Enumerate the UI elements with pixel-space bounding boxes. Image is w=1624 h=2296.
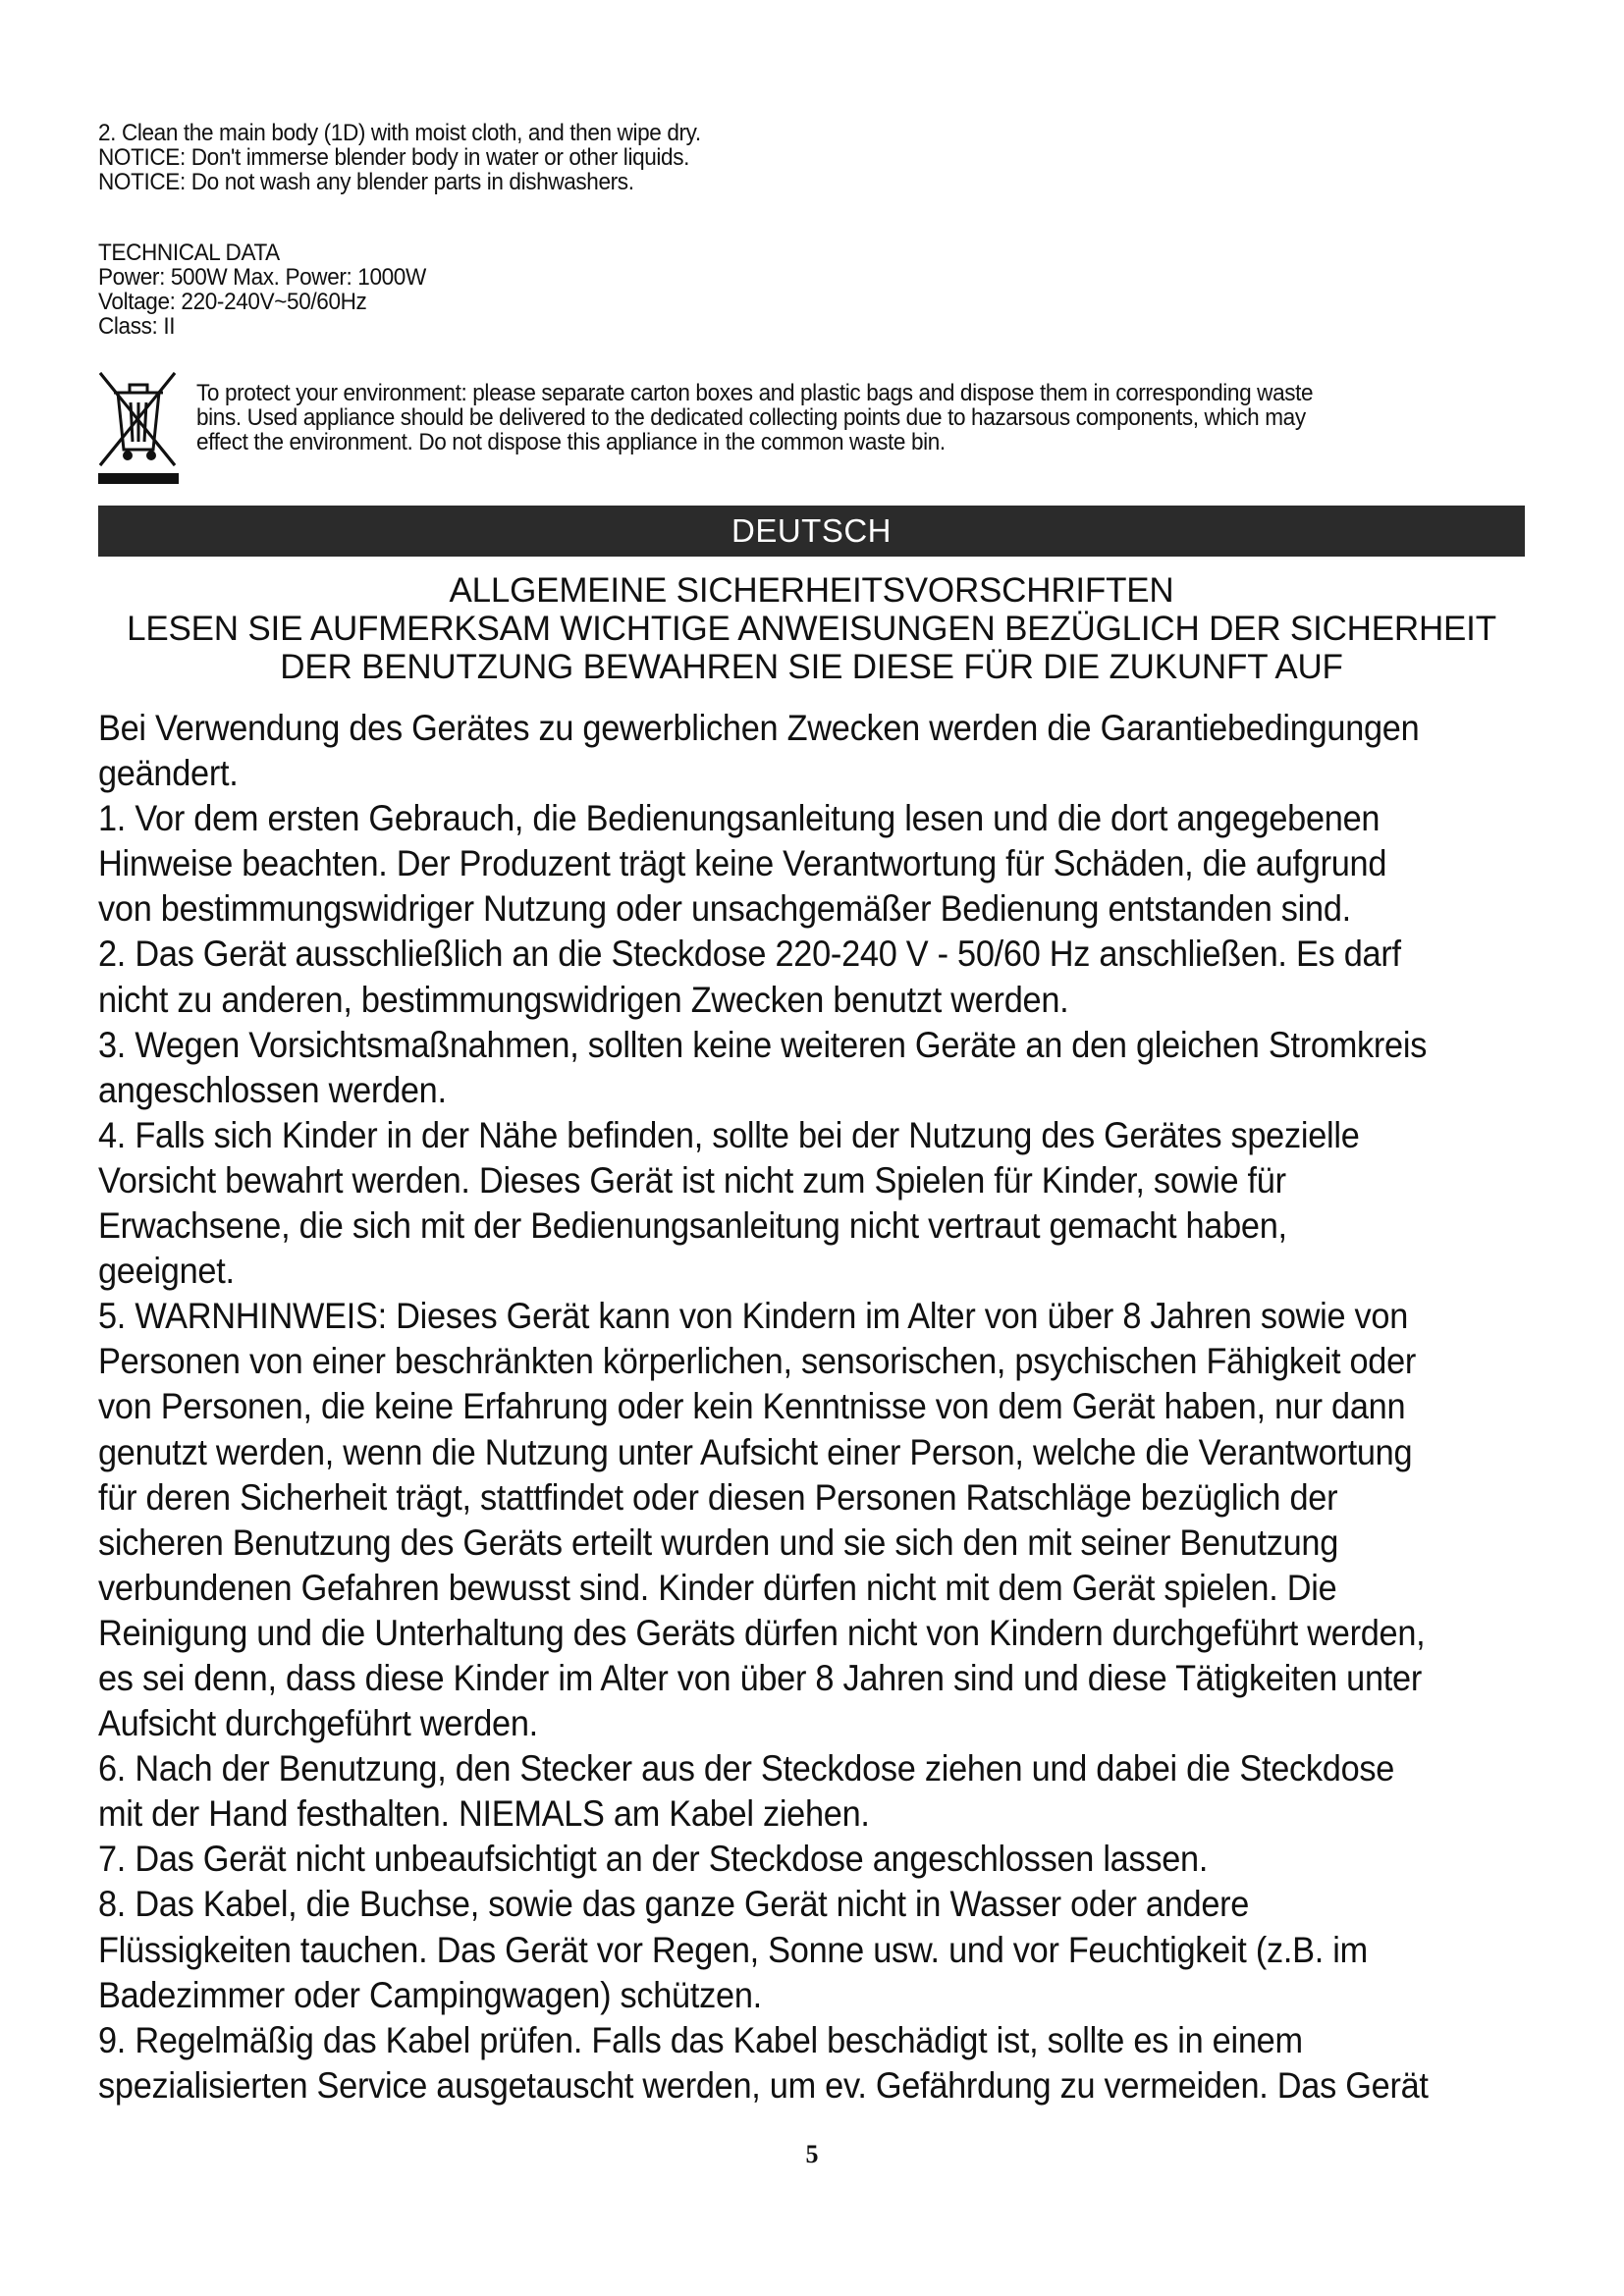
- class-spec: Class: II: [98, 313, 176, 340]
- instruction-line: 8. Das Kabel, die Buchse, sowie das ganze Gerät nicht in Wasser oder andere: [98, 1883, 1250, 1925]
- crossed-out-wheelie-bin-icon: [96, 371, 181, 487]
- instruction-line: nicht zu anderen, bestimmungswidrigen Zwecken benutzt werden.: [98, 978, 1069, 1020]
- page-number: 5: [805, 2140, 819, 2168]
- instruction-line: 3. Wegen Vorsichtsmaßnahmen, sollten keine weiteren Geräte an den gleichen Stromkreis: [98, 1023, 1428, 1065]
- language-section-bar: [98, 506, 1525, 557]
- instruction-line: es sei denn, dass diese Kinder im Alter von über 8 Jahren sind und diese Tätigkeiten unter: [98, 1656, 1423, 1698]
- clean-instruction: 2. Clean the main body (1D) with moist cloth, and then wipe dry.: [98, 120, 701, 146]
- instruction-line: Flüssigkeiten tauchen. Das Gerät vor Regen, Sonne usw. und vor Feuchtigkeit (z.B. im: [98, 1928, 1368, 1970]
- instruction-line: angeschlossen werden.: [98, 1068, 447, 1110]
- instruction-line: Badezimmer oder Campingwagen) schützen.: [98, 1973, 762, 2015]
- instruction-line: Erwachsene, die sich mit der Bedienungsanleitung nicht vertraut gemacht haben,: [98, 1204, 1287, 1247]
- instruction-line: Bei Verwendung des Gerätes zu gewerblichen Zwecken werden die Garantiebedingungen: [98, 707, 1420, 748]
- instruction-line: Reinigung und die Unterhaltung des Geräts dürfen nicht von Kindern durchgeführt werden,: [98, 1611, 1426, 1653]
- safety-heading-title: ALLGEMEINE SICHERHEITSVORSCHRIFTEN: [449, 571, 1174, 610]
- instruction-line: 5. WARNHINWEIS: Dieses Gerät kann von Kindern im Alter von über 8 Jahren sowie von: [98, 1295, 1409, 1337]
- instruction-line: verbundenen Gefahren bewusst sind. Kinder dürfen nicht mit dem Gerät spielen. Die: [98, 1566, 1337, 1608]
- instruction-line: mit der Hand festhalten. NIEMALS am Kabel ziehen.: [98, 1792, 870, 1835]
- instruction-line: sicheren Benutzung des Geräts erteilt wurden und sie sich den mit seiner Benutzung: [98, 1521, 1339, 1563]
- notice-dishwasher: NOTICE: Do not wash any blender parts in dishwashers.: [98, 169, 634, 195]
- cleaning-notes: [98, 121, 701, 194]
- instruction-line: spezialisierten Service ausgetauscht werden, um ev. Gefährdung zu vermeiden. Das Gerät: [98, 2063, 1429, 2106]
- instruction-line: 9. Regelmäßig das Kabel prüfen. Falls das Kabel beschädigt ist, sollte es in einem: [98, 2018, 1303, 2060]
- instruction-line: für deren Sicherheit trägt, stattfindet oder diesen Personen Ratschläge bezüglich der: [98, 1475, 1338, 1518]
- voltage-spec: Voltage: 220-240V~50/60Hz: [98, 289, 367, 315]
- instruction-line: Hinweise beachten. Der Produzent trägt keine Verantwortung für Schäden, die aufgrund: [98, 842, 1387, 884]
- instruction-line: 1. Vor dem ersten Gebrauch, die Bedienungsanleitung lesen und die dort angegebenen: [98, 797, 1380, 839]
- safety-headings: [98, 571, 1525, 686]
- environment-line: bins. Used appliance should be delivered to the dedicated collecting points due to hazarsous components, which may: [196, 404, 1306, 431]
- instruction-line: 7. Das Gerät nicht unbeaufsichtigt an der Steckdose angeschlossen lassen.: [98, 1838, 1209, 1880]
- instruction-line: Vorsicht bewahrt werden. Dieses Gerät ist nicht zum Spielen für Kinder, sowie für: [98, 1158, 1286, 1201]
- instruction-line: 6. Nach der Benutzung, den Stecker aus der Steckdose ziehen und dabei die Steckdose: [98, 1747, 1395, 1789]
- instruction-line: Personen von einer beschränkten körperlichen, sensorischen, psychischen Fähigkeit oder: [98, 1340, 1417, 1382]
- environment-line: effect the environment. Do not dispose this appliance in the common waste bin.: [196, 429, 946, 455]
- environment-line: To protect your environment: please separate carton boxes and plastic bags and dispose them in corresponding waste: [196, 380, 1314, 406]
- power-spec: Power: 500W Max. Power: 1000W: [98, 264, 426, 291]
- instruction-line: Aufsicht durchgeführt werden.: [98, 1702, 538, 1744]
- technical-data: [98, 240, 426, 339]
- safety-instructions: [98, 705, 1429, 2108]
- technical-data-title: TECHNICAL DATA: [98, 240, 280, 266]
- instruction-line: von bestimmungswidriger Nutzung oder unsachgemäßer Bedienung entstanden sind.: [98, 887, 1351, 930]
- safety-heading-line: LESEN SIE AUFMERKSAM WICHTIGE ANWEISUNGEN BEZÜGLICH DER SICHERHEIT: [127, 610, 1496, 648]
- instruction-line: geeignet.: [98, 1250, 235, 1292]
- instruction-line: 2. Das Gerät ausschließlich an die Steckdose 220-240 V - 50/60 Hz anschließen. Es darf: [98, 933, 1401, 975]
- instruction-line: geändert.: [98, 752, 239, 794]
- environment-notice: [196, 381, 1313, 454]
- instruction-line: von Personen, die keine Erfahrung oder kein Kenntnisse von dem Gerät haben, nur dann: [98, 1385, 1406, 1427]
- language-label: DEUTSCH: [731, 512, 892, 549]
- safety-heading-line: DER BENUTZUNG BEWAHREN SIE DIESE FÜR DIE ZUKUNFT AUF: [280, 648, 1343, 686]
- instruction-line: genutzt werden, wenn die Nutzung unter Aufsicht einer Person, welche die Verantwortung: [98, 1430, 1413, 1472]
- instruction-line: 4. Falls sich Kinder in der Nähe befinden, sollte bei der Nutzung des Gerätes spezielle: [98, 1113, 1360, 1155]
- notice-immerse: NOTICE: Don't immerse blender body in water or other liquids.: [98, 144, 690, 171]
